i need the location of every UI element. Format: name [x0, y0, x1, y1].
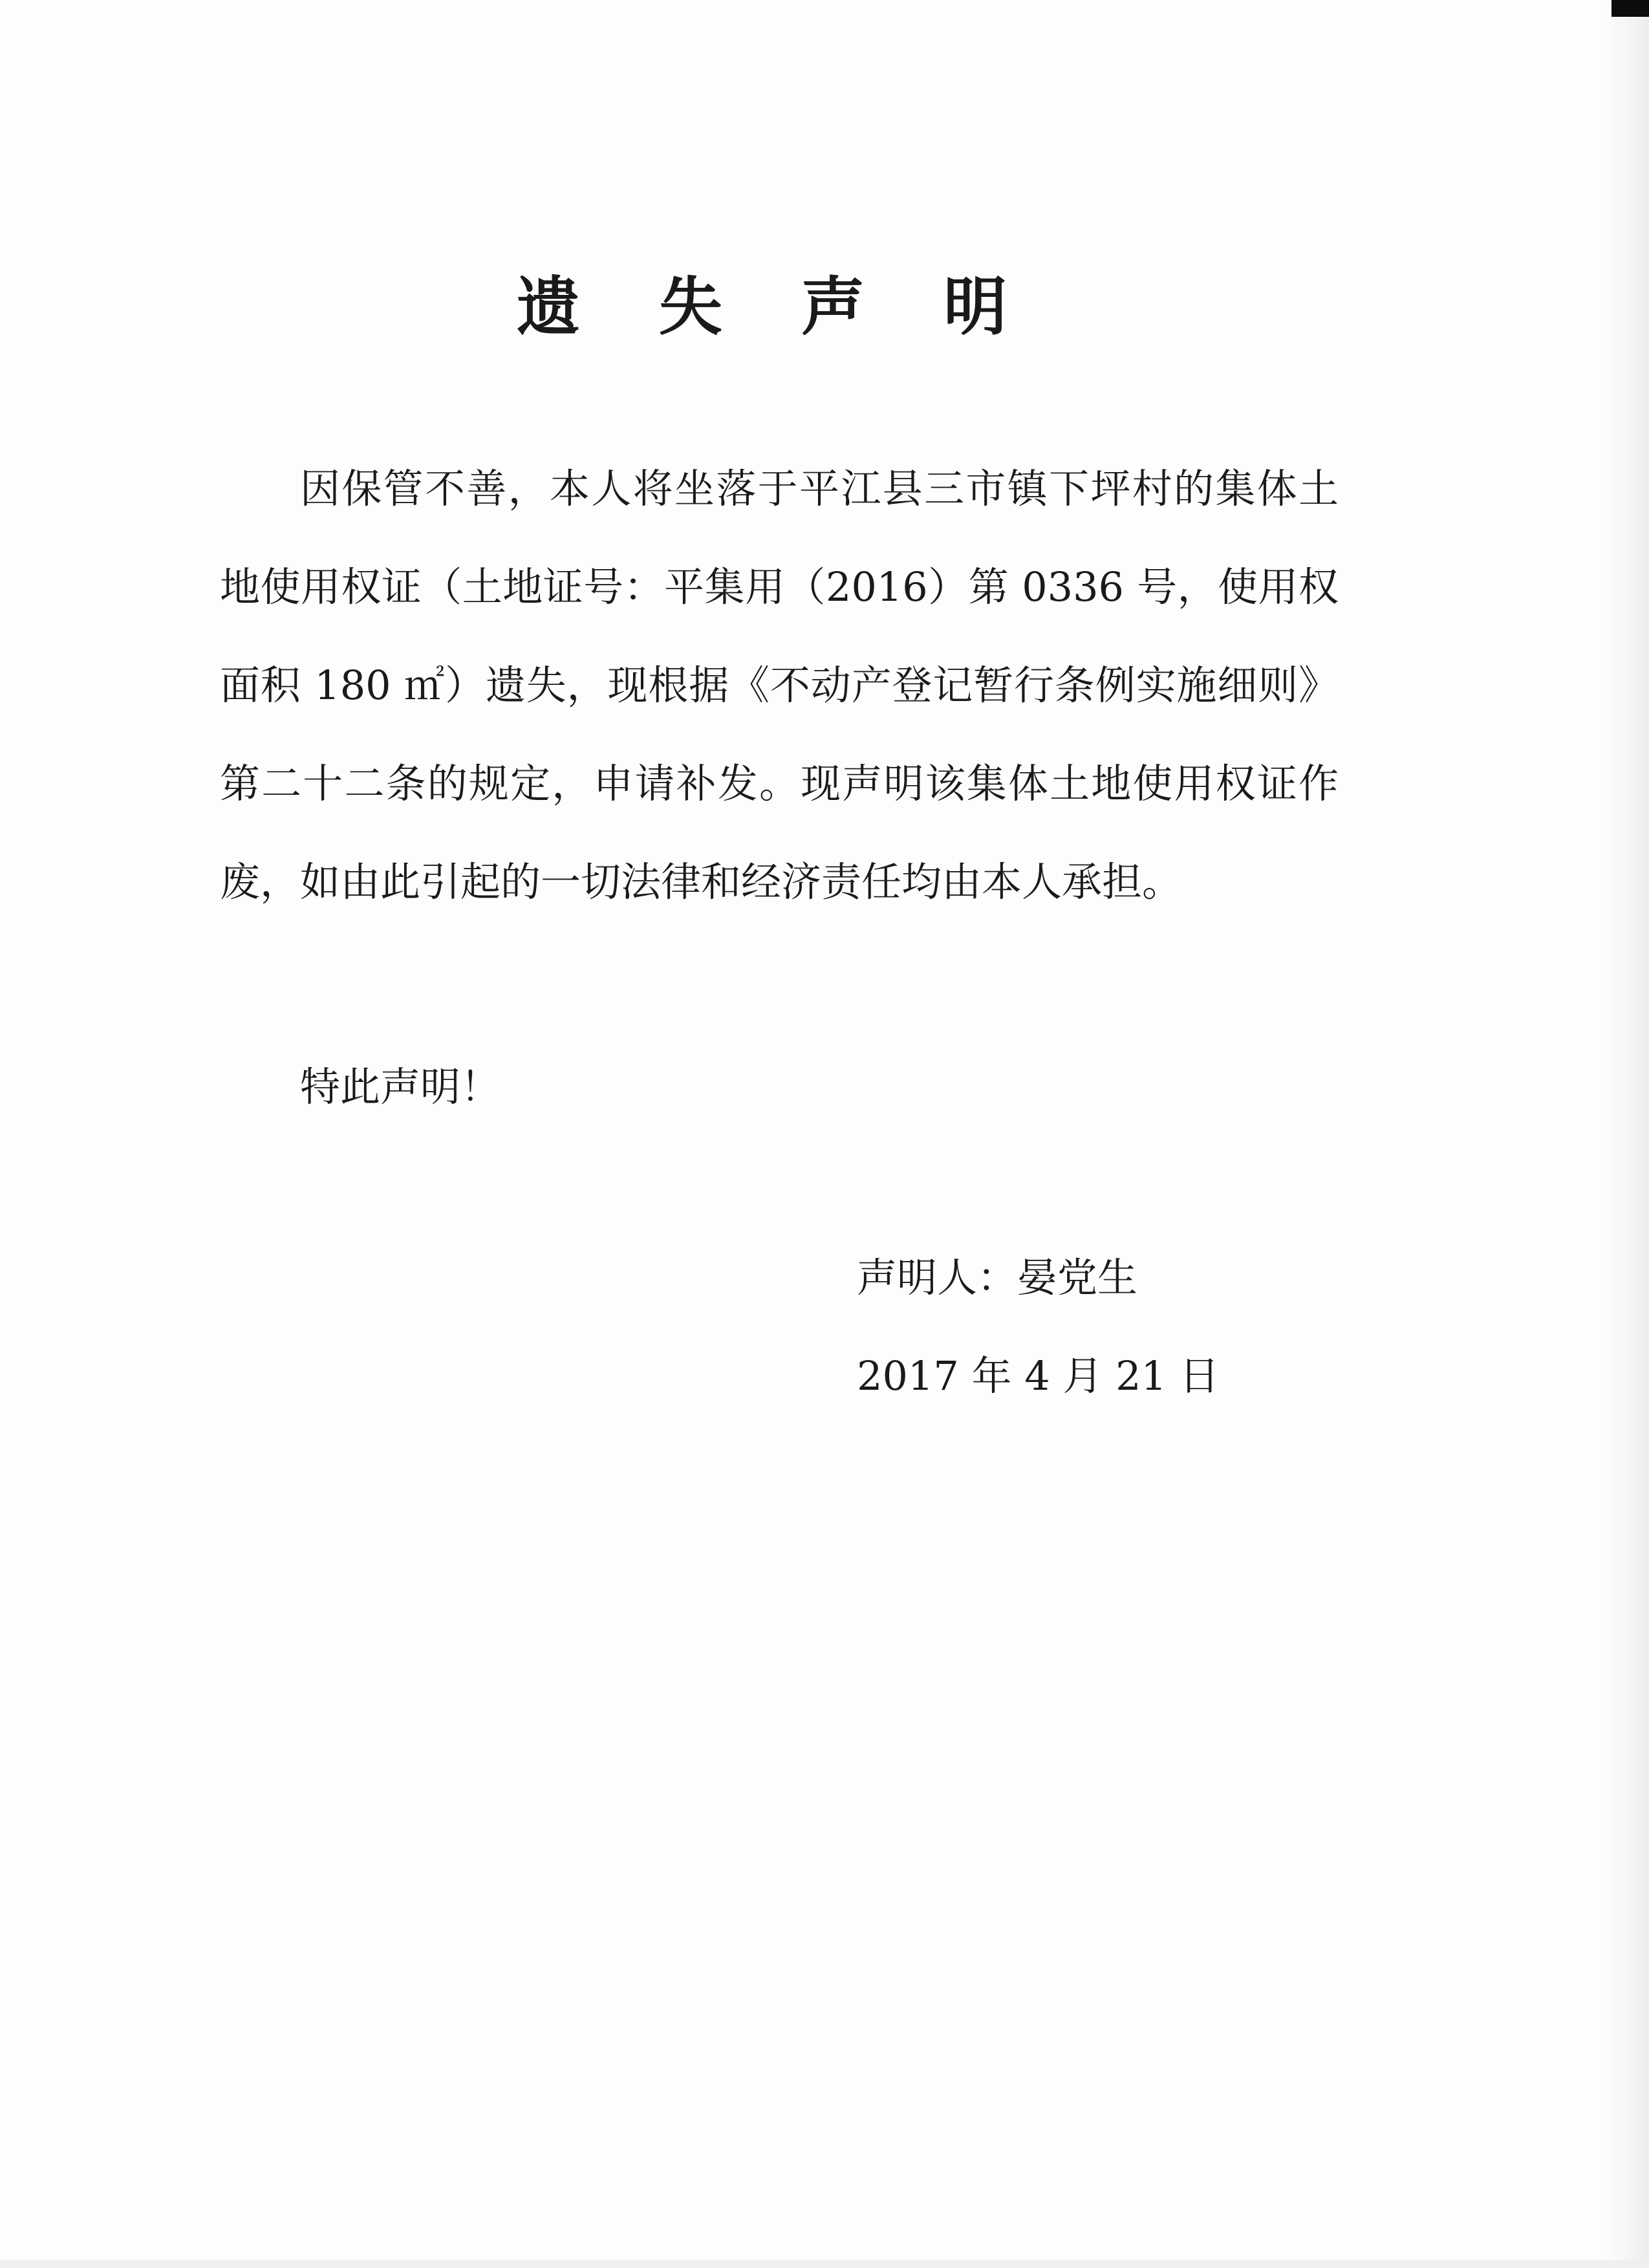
scan-edge-bottom [0, 2260, 1649, 2268]
scan-edge-shadow [1604, 0, 1649, 2268]
document-body [220, 440, 1339, 931]
scan-corner-mark [1611, 0, 1649, 17]
document-title: 遗 失 声 明 [516, 270, 1036, 344]
body-paragraph: 因保管不善，本人将坐落于平江县三市镇下坪村的集体土地使用权证（土地证号：平集用（2016）第 0336 号，使用权面积 180 ㎡）遗失，现根据《不动产登记暂行条例实施细则》第二十二条的规定，申请补发。现声明该集体土地使用权证作废，如由此引起的一切法律和经济责任均由本人承担。 [220, 465, 1339, 905]
declarant-line: 声明人：晏党生 [857, 1254, 1138, 1301]
date-line: 2017 年 4 月 21 日 [857, 1352, 1220, 1399]
signature-block [857, 1229, 1220, 1425]
closing-statement: 特此声明！ [300, 1063, 501, 1110]
